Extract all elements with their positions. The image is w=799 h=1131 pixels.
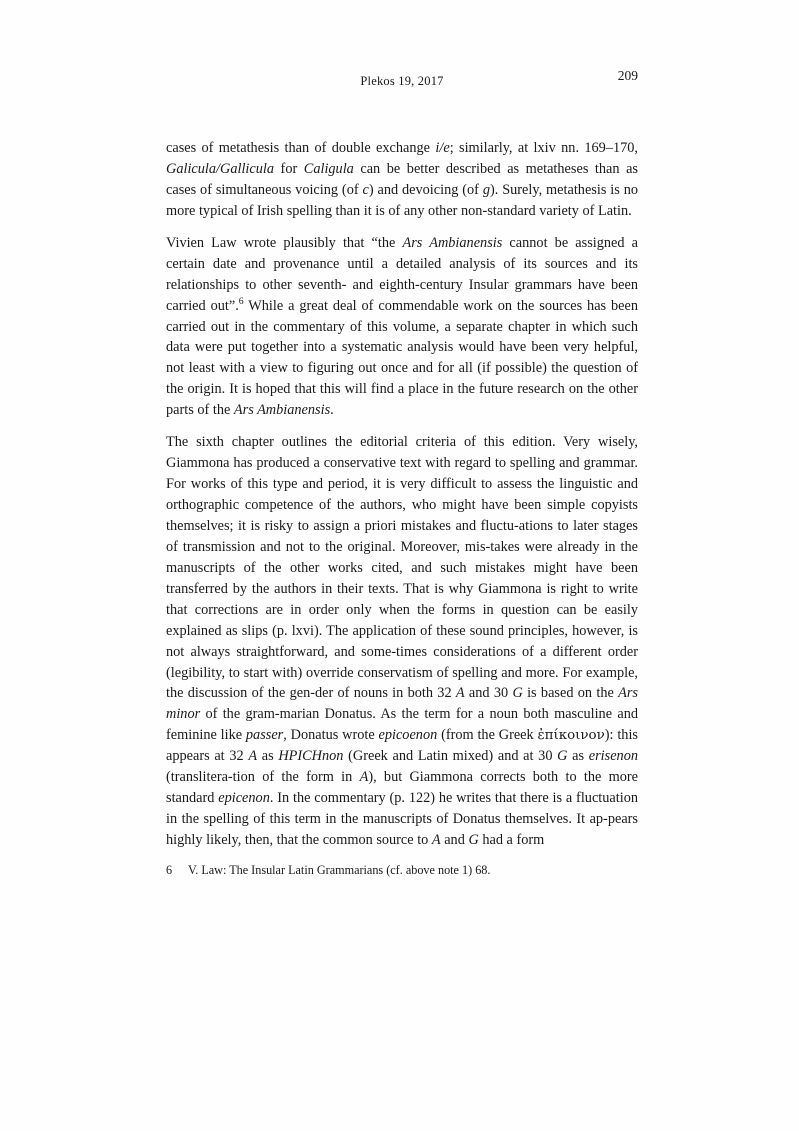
footnote-area — [166, 862, 638, 879]
footnote-number: 6 — [166, 863, 173, 877]
paragraph: cases of metathesis than of double exchange i/e; similarly, at lxiv nn. 169–170, Galicula/Gallicula for Caligula can be better described as metatheses than as cases of simultaneous voicing (of c) and devoicing (of g). Surely, metathesis is no more typical of Irish spelling than it is of any other non-standard variety of Latin. — [166, 140, 638, 219]
paragraph: The sixth chapter outlines the editorial criteria of this edition. Very wisely, Giammona has produced a conservative text with regard to spelling and grammar. For works of this type and period, it is very difficult to assess the linguistic and orthographic competence of the authors, who might have been simple copyists themselves; it is risky to assign a priori mistakes and fluctu-ations to later stages of transmission and not to the original. Moreover, mis-takes were already in the manuscripts of the other works cited, and such mistakes might have been transferred by the authors in their texts. That is why Giammona is right to write that corrections are in order only when the forms in question can be easily explained as slips (p. lxvi). The application of these sound principles, however, is not always straightforward, and some-times considerations of a different order (legibility, to start with) override conservatism of spelling and more. For example, the discussion of the gen-der of nouns in both 32 A and 30 G is based on the Ars minor of the gram-marian Donatus. As the term for a noun both masculine and feminine like passer, Donatus wrote epicoenon (from the Greek ἐπίκοινον): this appears at 32 A as HPICHnon (Greek and Latin mixed) and at 30 G as erisenon (translitera-tion of the form in A), but Giammona corrects both to the more standard epicenon. In the commentary (p. 122) he writes that there is a fluctuation in the spelling of this term in the manuscripts of Donatus themselves. It ap-pears highly likely, then, that the common source to A and G had a form — [166, 434, 639, 848]
journal-issue-label: Plekos 19, 2017 — [360, 74, 444, 88]
paragraph: Vivien Law wrote plausibly that “the Ars Ambianensis cannot be assigned a certain date and provenance until a detailed analysis of its sources and its relationships to other seventh- and eighth-century Insular grammars have been carried out”.$^6$ While a great deal of commendable work on the sources has been carried out in the commentary of this volume, a separate chapter in which such data were put together into a systematic analysis would have been very helpful, not least with a view to figuring out once and for all (if possible) the question of the origin. It is hoped that this will find a place in the future research on the other parts of the Ars Ambianensis. — [166, 234, 639, 419]
body-text — [166, 138, 638, 863]
footnote — [166, 862, 638, 879]
page-number: 209 — [617, 68, 638, 83]
footnote-text: V. Law: The Insular Latin Grammarians (cf. above note 1) 68. — [188, 863, 491, 877]
page-header — [166, 68, 638, 92]
